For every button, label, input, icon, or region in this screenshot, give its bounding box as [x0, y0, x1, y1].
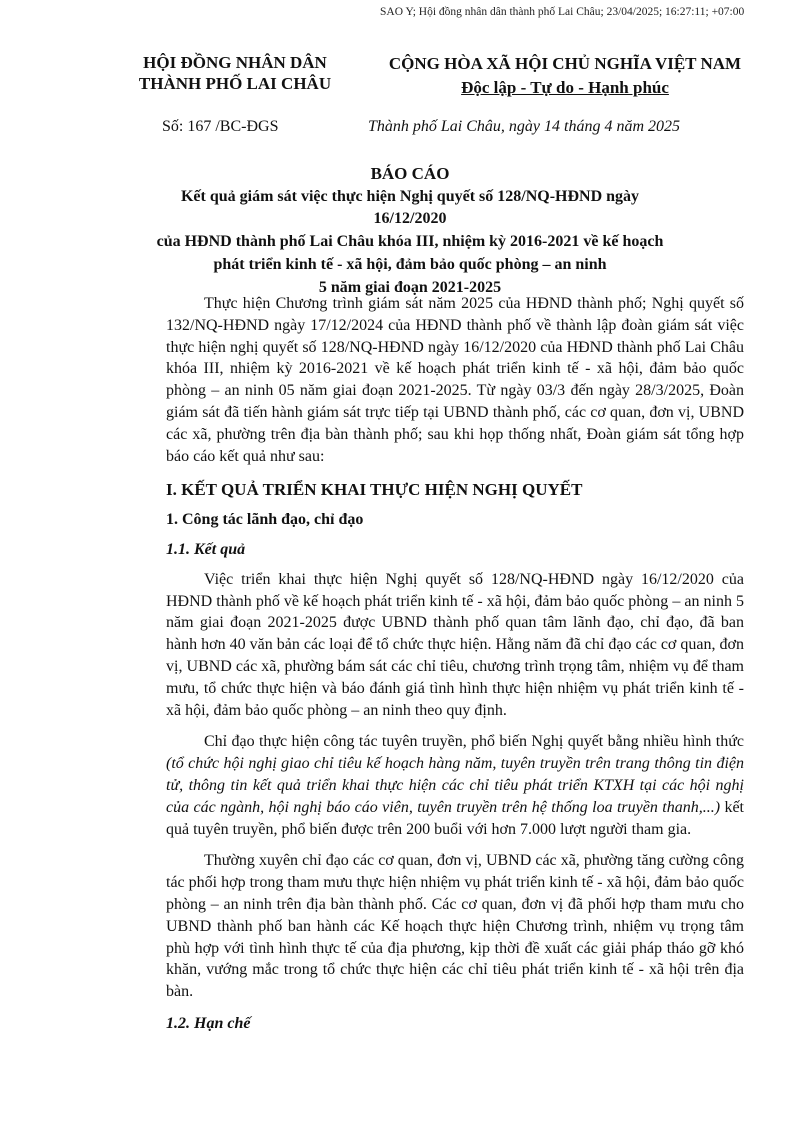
org-line-2: THÀNH PHỐ LAI CHÂU	[138, 74, 332, 93]
section-heading-1-1-1: 1.1. Kết quả	[166, 540, 246, 558]
paragraph-propaganda-start: Chỉ đạo thực hiện công tác tuyên truyền, phổ biến Nghị quyết bằng nhiều hình thức	[204, 733, 744, 751]
paragraph-propaganda	[166, 731, 744, 840]
report-subtitle-line-3: phát triển kinh tế - xã hội, đảm bảo quốc phòng – an ninh	[213, 256, 607, 273]
section-heading-1-1-2: 1.2. Hạn chế	[166, 1014, 251, 1032]
report-body	[166, 293, 744, 1043]
paragraph-propaganda-end: kết quả tuyên truyền, phổ biến được trên 200 buổi với hơn 7.000 lượt người tham gia.	[166, 798, 745, 838]
report-subtitle-line-2: của HĐND thành phố Lai Châu khóa III, nhiệm kỳ 2016-2021 về kế hoạch	[156, 233, 664, 250]
national-header	[355, 52, 775, 100]
report-subtitle-line-4: 5 năm giai đoạn 2021-2025	[318, 279, 502, 296]
issuing-organization	[130, 52, 340, 94]
org-line-1: HỘI ĐỒNG NHÂN DÂN	[143, 53, 327, 72]
report-subtitle-line-1: Kết quả giám sát việc thực hiện Nghị quyết số 128/NQ-HĐND ngày 16/12/2020	[180, 188, 640, 227]
digital-copy-stamp: SAO Y; Hội đồng nhân dân thành phố Lai Châu; 23/04/2025; 16:27:11; +07:00	[380, 6, 745, 18]
intro-paragraph: Thực hiện Chương trình giám sát năm 2025 của HĐND thành phố; Nghị quyết số 132/NQ-HĐND ngày 17/12/2024 của HĐND thành phố về thành lập đoàn giám sát việc thực hiện nghị quyết số 128/NQ-HĐND ngày 16/12/2020 của HĐND thành phố Lai Châu khóa III, nhiệm kỳ 2016-2021 về kế hoạch phát triển kinh tế - xã hội, đảm bảo quốc phòng – an ninh 05 năm giai đoạn 2021-2025. Từ ngày 03/3 đến ngày 28/3/2025, Đoàn giám sát đã tiến hành giám sát trực tiếp tại UBND thành phố, các cơ quan, đơn vị, UBND các xã, phường trên địa bàn thành phố; sau khi họp thống nhất, Đoàn giám sát tổng hợp báo cáo kết quả như sau:	[166, 295, 744, 465]
report-type: BÁO CÁO	[370, 164, 450, 183]
paragraph-leadership-results: Việc triển khai thực hiện Nghị quyết số 128/NQ-HĐND ngày 16/12/2020 của HĐND thành phố về kế hoạch phát triển kinh tế - xã hội, đảm bảo quốc phòng – an ninh 5 năm giai đoạn 2021-2025 được UBND thành phố quan tâm lãnh đạo, chỉ đạo, đã ban hành hơn 40 văn bản các loại để tổ chức thực hiện. Hằng năm đã chỉ đạo các cơ quan, đơn vị, UBND các xã, phường bám sát các chỉ tiêu, chương trình trọng tâm, nhiệm vụ để tham mưu, tổ chức thực hiện và báo đánh giá tình hình thực hiện nhiệm vụ phát triển kinh tế - xã hội, đảm bảo quốc phòng – an ninh theo quy định.	[166, 570, 744, 719]
document-number: Số: 167 /BC-ĐGS	[162, 118, 279, 135]
nation-name: CỘNG HÒA XÃ HỘI CHỦ NGHĨA VIỆT NAM	[388, 54, 742, 73]
paragraph-coordination: Thường xuyên chỉ đạo các cơ quan, đơn vị, UBND các xã, phường tăng cường công tác phối hợp trong tham mưu thực hiện nhiệm vụ phát triển kinh tế - xã hội, đảm bảo quốc phòng – an ninh trên địa bàn thành phố. Các cơ quan, đơn vị đã phối hợp tham mưu cho UBND thành phố ban hành các Kế hoạch thực hiện Chương trình, nhiệm vụ trọng tâm phù hợp với tình hình thực tế của địa phương, kịp thời đề xuất các giải pháp tháo gỡ khó khăn, vướng mắc trong tổ chức thực hiện các chỉ tiêu phát triển kinh tế - xã hội trên địa bàn.	[166, 852, 744, 1001]
paragraph-propaganda-forms: (tổ chức hội nghị giao chỉ tiêu kế hoạch hàng năm, tuyên truyền trên trang thông tin điện tử, thông tin kết quả triển khai thực hiện các chỉ tiêu phát triển KTXH tại các hội nghị của các ngành, hội nghị báo cáo viên, tuyên truyền trên hệ thống loa truyền thanh,...)	[166, 755, 744, 816]
national-motto: Độc lập - Tự do - Hạnh phúc	[461, 78, 669, 97]
place-and-date: Thành phố Lai Châu, ngày 14 tháng 4 năm 2025	[368, 118, 681, 135]
report-title-block	[150, 163, 670, 299]
section-heading-1: I. KẾT QUẢ TRIỂN KHAI THỰC HIỆN NGHỊ QUYẾT	[166, 480, 583, 500]
section-heading-1-1: 1. Công tác lãnh đạo, chỉ đạo	[166, 511, 364, 529]
